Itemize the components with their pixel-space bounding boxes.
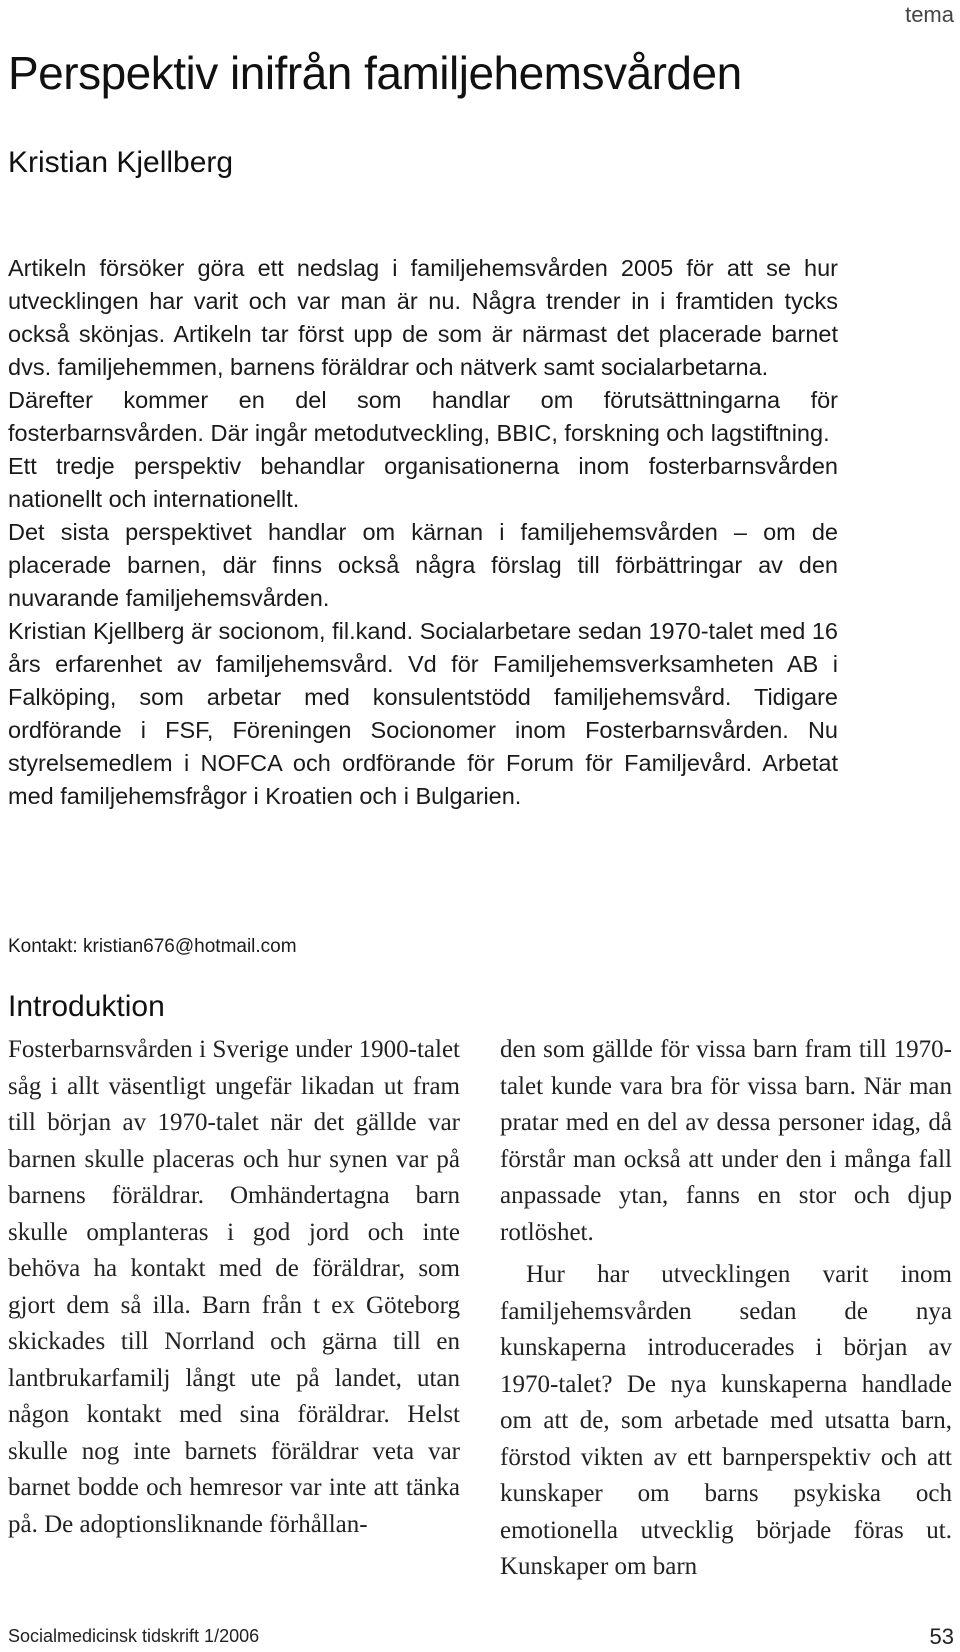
abstract-paragraph: Artikeln försöker göra ett nedslag i familjehemsvården 2005 för att se hur utvecklingen har varit och var man är nu. Några trender in i framtiden tycks också skönjas. Artikeln tar först upp de som är närmast det placerade barnet dvs. familjehemmen, barnens föräldrar och nätverk samt socialarbetarna. — [8, 255, 838, 380]
body-paragraph: Hur har utvecklingen varit inom familjehemsvården sedan de nya kunskaperna introducerades i början av 1970-talet? De nya kunskaperna handlade om att de, som arbetade med utsatta barn, förstod vikten av ett barnperspektiv och att kunskaper om barns psykiska och emotionella utvecklig började föras ut. Kunskaper om barn — [500, 1261, 952, 1580]
body-column-left — [8, 1032, 460, 1543]
article-author: Kristian Kjellberg — [8, 146, 234, 179]
journal-footer: Socialmedicinsk tidskrift 1/2006 — [8, 1626, 260, 1646]
abstract-paragraph: Ett tredje perspektiv behandlar organisationerna inom fosterbarnsvården nationellt och internationellt. — [8, 453, 838, 512]
body-column-right — [500, 1032, 952, 1586]
contact-info: Kontakt: kristian676@hotmail.com — [8, 936, 297, 957]
abstract-paragraph: Det sista perspektivet handlar om kärnan i familjehemsvården – om de placerade barnen, där finns också några förslag till förbättringar av den nuvarande familjehemsvården. — [8, 519, 838, 611]
body-paragraph: den som gällde för vissa barn fram till 1970-talet kunde vara bra för vissa barn. När man pratar med en del av dessa personer idag, då förstår man också att under den i många fall anpassade ytan, fanns en stor och djup rotlöshet. — [500, 1036, 952, 1246]
page-number: 53 — [929, 1624, 954, 1649]
abstract-paragraph: Därefter kommer en del som handlar om förutsättningarna för fosterbarnsvården. Där ingår metodutveckling, BBIC, forskning och lagstiftning. — [8, 387, 838, 446]
article-abstract — [8, 252, 838, 813]
section-tag: tema — [905, 2, 954, 27]
author-bio: Kristian Kjellberg är socionom, fil.kand. Socialarbetare sedan 1970-talet med 16 års erfarenhet av familjehemsvård. Vd för Familjehemsverksamheten AB i Falköping, som arbetar med konsulentstödd familjehemsvård. Tidigare ordförande i FSF, Föreningen Socionomer inom Fosterbarnsvården. Nu styrelsemedlem i NOFCA och ordförande för Forum för Familjevård. Arbetat med familjehemsfrågor i Kroatien och i Bulgarien. — [8, 618, 838, 809]
body-paragraph: Fosterbarnsvården i Sverige under 1900-talet såg i allt väsentligt ungefär likadan ut fram till början av 1970-talet när det gällde var barnen skulle placeras och hur synen var på barnens föräldrar. Omhändertagna barn skulle omplanteras i god jord och inte behöva ha kontakt med de föräldrar, som gjort dem så illa. Barn från t ex Göteborg skickades till Norrland och gärna till en lantbrukarfamilj långt ute på landet, utan någon kontakt med sina föräldrar. Helst skulle nog inte barnets föräldrar veta var barnet bodde och hemresor var inte att tänka på. De adoptionsliknande förhållan- — [8, 1036, 460, 1538]
section-heading-introduktion: Introduktion — [8, 990, 165, 1023]
article-title: Perspektiv inifrån familjehemsvården — [8, 47, 742, 99]
